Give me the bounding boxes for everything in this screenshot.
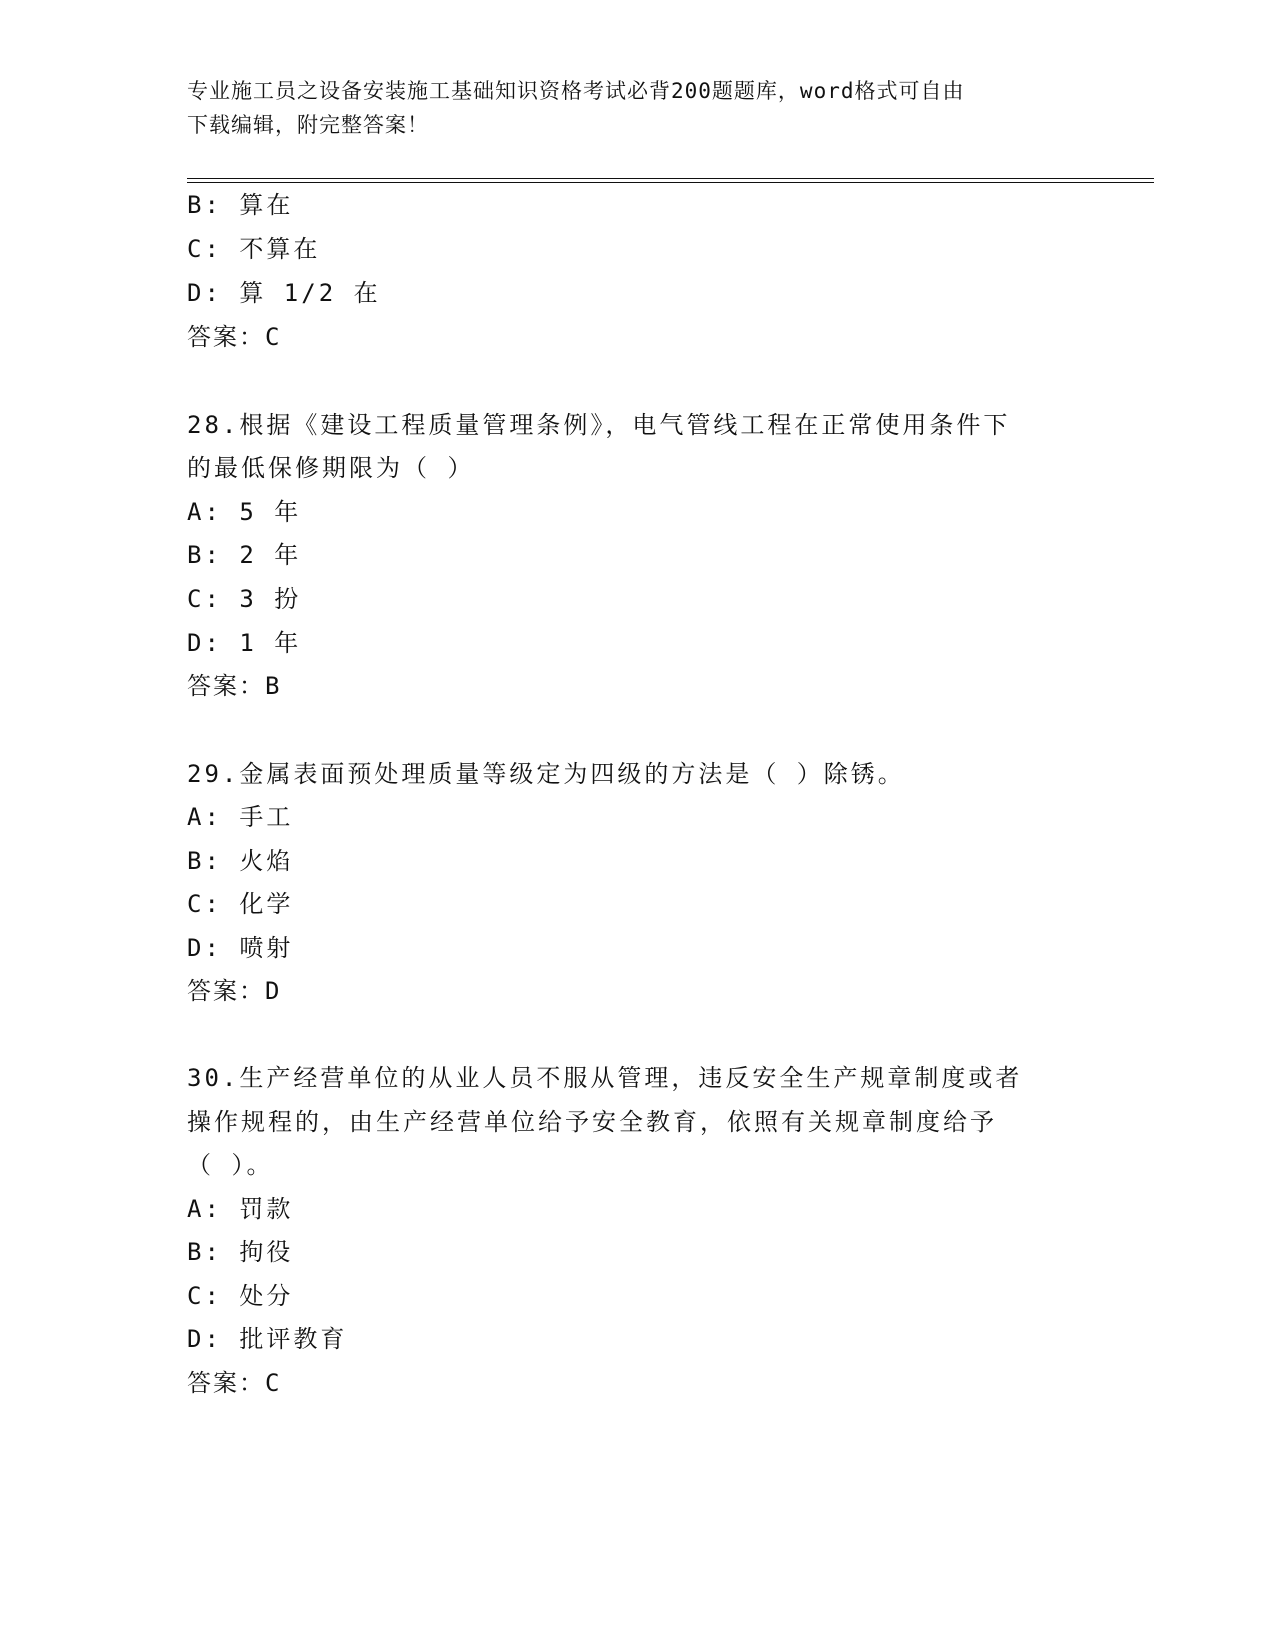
q27-option-c: C: 不算在 xyxy=(187,235,321,263)
q29-option-a: A: 手工 xyxy=(187,803,294,831)
q27-option-d: D: 算 1/2 在 xyxy=(187,279,381,307)
q30-option-d: D: 批评教育 xyxy=(187,1325,348,1353)
q28-stem-line-1: 28.根据《建设工程质量管理条例》，电气管线工程在正常使用条件下 xyxy=(187,411,1011,439)
q30-option-a: A: 罚款 xyxy=(187,1195,294,1223)
document-header xyxy=(187,74,1087,142)
header-line-1: 专业施工员之设备安装施工基础知识资格考试必背200题题库，word格式可自由 xyxy=(187,79,965,103)
header-divider-top xyxy=(187,178,1154,179)
q29-stem-line-1: 29.金属表面预处理质量等级定为四级的方法是（ ）除锈。 xyxy=(187,760,905,788)
q28-answer: 答案：B xyxy=(187,672,282,700)
q28-stem-line-2: 的最低保修期限为（ ） xyxy=(187,454,475,482)
q29-option-b: B: 火焰 xyxy=(187,847,294,875)
q28-option-d: D: 1 年 xyxy=(187,629,302,657)
header-divider-bottom xyxy=(187,182,1154,183)
q29-answer: 答案：D xyxy=(187,977,282,1005)
q28-option-b: B: 2 年 xyxy=(187,541,302,569)
q28-option-c: C: 3 扮 xyxy=(187,585,302,613)
q30-answer: 答案：C xyxy=(187,1369,282,1397)
q29-option-d: D: 喷射 xyxy=(187,934,294,962)
header-line-2: 下载编辑，附完整答案！ xyxy=(187,113,429,137)
q30-stem-line-3: （ ）。 xyxy=(187,1151,274,1179)
q30-stem-line-1: 30.生产经营单位的从业人员不服从管理，违反安全生产规章制度或者 xyxy=(187,1064,1023,1092)
q27-option-b: B: 算在 xyxy=(187,191,294,219)
q30-option-b: B: 拘役 xyxy=(187,1238,294,1266)
q30-option-c: C: 处分 xyxy=(187,1282,294,1310)
q27-answer: 答案：C xyxy=(187,323,282,351)
q29-option-c: C: 化学 xyxy=(187,890,294,918)
q30-stem-line-2: 操作规程的，由生产经营单位给予安全教育，依照有关规章制度给予 xyxy=(187,1108,997,1136)
q28-option-a: A: 5 年 xyxy=(187,498,302,526)
